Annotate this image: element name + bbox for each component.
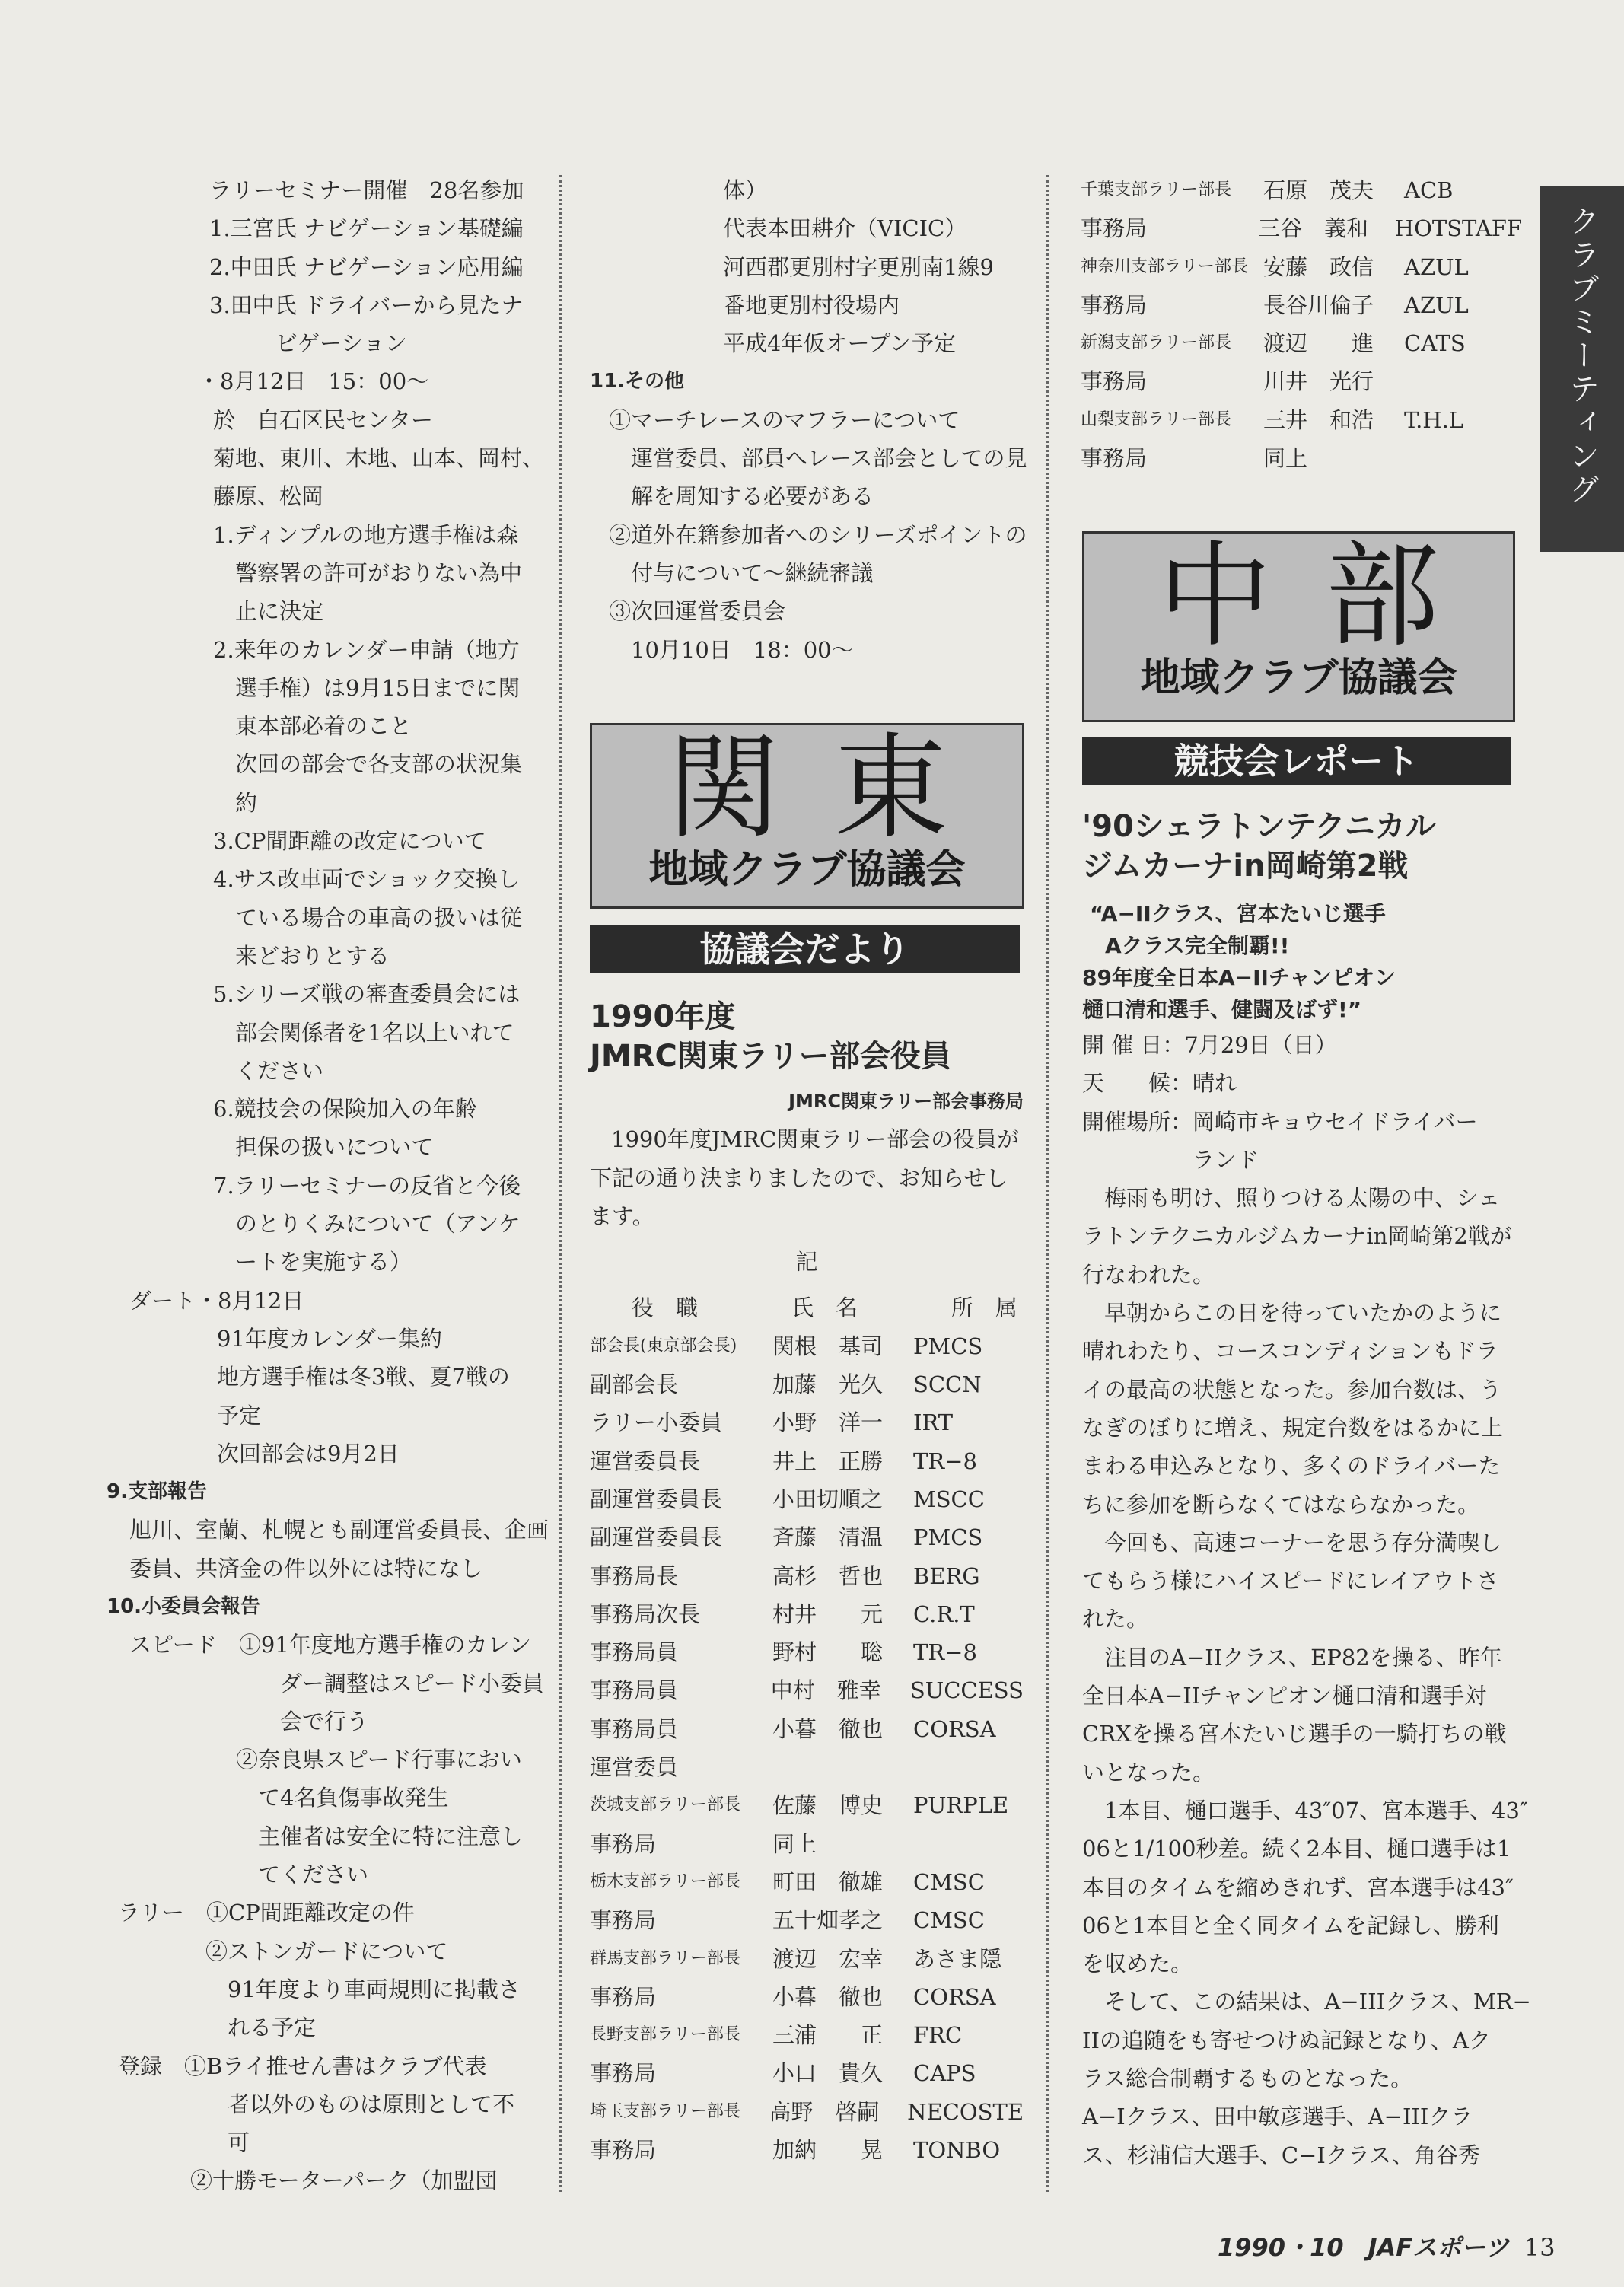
- article-title: 1990年度: [590, 999, 736, 1034]
- table-cell: 山梨支部ラリー部長: [1081, 409, 1232, 429]
- text-line: ②十勝モーターパーク（加盟団: [190, 2168, 498, 2194]
- table-row: [590, 1671, 1024, 1709]
- text-line: ダート・8月12日: [129, 1287, 304, 1314]
- table-row: [1081, 401, 1522, 439]
- table-cell: 村井 元: [772, 1601, 884, 1627]
- article-title: '90シェラトンテクニカル: [1082, 809, 1436, 844]
- table-cell: NECOSTE: [907, 2098, 1024, 2125]
- table-cell: 町田 徹雄: [772, 1868, 884, 1895]
- table-cell: 加藤 光久: [772, 1371, 884, 1398]
- table-cell: 野村 聡: [772, 1639, 884, 1666]
- text-line: ください: [213, 1057, 324, 1084]
- table-cell: 佐藤 博史: [772, 1792, 884, 1819]
- table-cell: 事務局: [1081, 368, 1148, 395]
- text-line: 番地更別村役場内: [723, 291, 900, 318]
- page-footer: [1218, 2228, 1556, 2263]
- table-cell: 神奈川支部ラリー部長: [1081, 256, 1249, 276]
- text-line: 1.三宮氏 ナビゲーション基礎編: [209, 215, 524, 242]
- table-cell: 三浦 正: [772, 2022, 884, 2049]
- table-cell: T.H.L: [1404, 406, 1464, 433]
- text-line: ビゲーション: [209, 330, 407, 357]
- table-cell: AZUL: [1404, 291, 1469, 318]
- table-cell: 事務局員: [590, 1639, 679, 1666]
- table-row: [590, 1901, 1024, 1939]
- table-cell: 事務局長: [590, 1562, 679, 1589]
- text-line: 会で行う: [236, 1708, 369, 1734]
- text-line: 06と1本目と全く同タイムを記録し、勝利: [1082, 1912, 1499, 1938]
- text-line: 06と1/100秒差。続く2本目、樋口選手は1: [1082, 1836, 1511, 1862]
- text-line: 1.ディンプルの地方選手権は森: [213, 521, 519, 548]
- text-line: 可: [205, 2129, 250, 2156]
- header-cell: 所 属: [951, 1295, 1018, 1321]
- text-line: ス、杉浦信大選手、C−Iクラス、角谷秀: [1082, 2142, 1480, 2168]
- table-cell: 同上: [1263, 445, 1308, 472]
- table-row: [1081, 439, 1522, 477]
- table-cell: CMSC: [913, 1907, 985, 1934]
- table-cell: 渡辺 宏幸: [772, 1945, 884, 1972]
- officers-table-cont: [1081, 171, 1522, 477]
- table-cell: 渡辺 進: [1263, 330, 1374, 357]
- table-cell: PURPLE: [913, 1792, 1009, 1819]
- table-row: [1081, 248, 1522, 286]
- banner-subtitle: 地域クラブ協議会: [648, 847, 966, 893]
- header-cell: 役 職: [632, 1295, 699, 1321]
- table-cell: 事務局: [590, 1907, 657, 1934]
- text-line: 本目のタイムを縮めきれず、宮本選手は43″: [1082, 1874, 1514, 1900]
- table-cell: PMCS: [913, 1524, 983, 1551]
- text-line: 梅雨も明け、照りつける太陽の中、シェ: [1082, 1185, 1501, 1212]
- text-line: 担保の扱いについて: [213, 1134, 434, 1161]
- text-line: 部会関係者を1名以上いれて: [213, 1019, 514, 1046]
- text-line: 付与について〜継続審議: [609, 559, 874, 586]
- text-line: ①マーチレースのマフラーについて: [609, 406, 960, 433]
- table-cell: 事務局: [1081, 291, 1148, 318]
- table-cell: 中村 雅幸: [770, 1677, 881, 1704]
- table-cell: 運営委員長: [590, 1448, 701, 1474]
- text-line: ートを実施する）: [213, 1249, 412, 1276]
- table-cell: 副運営委員長: [590, 1486, 723, 1512]
- table-cell: 事務局: [590, 1983, 657, 2010]
- text-line: 91年度より車両規則に掲載さ: [205, 1976, 521, 2002]
- text-line: ②奈良県スピード行事におい: [236, 1747, 522, 1773]
- table-cell: TONBO: [913, 2137, 1001, 2164]
- table-cell: 群馬支部ラリー部長: [590, 1948, 741, 1968]
- table-row: [1081, 171, 1522, 209]
- text-line: そして、この結果は、A−IIIクラス、MR−: [1082, 1989, 1531, 2015]
- table-row: [590, 1786, 1024, 1824]
- text-line: 7.ラリーセミナーの反省と今後: [213, 1172, 521, 1199]
- table-row: [590, 1940, 1024, 1978]
- table-cell: 五十畑孝之: [772, 1907, 884, 1934]
- lead-line: 樋口清和選手、健闘及ばず!”: [1082, 997, 1362, 1022]
- text-line: 2.中田氏 ナビゲーション応用編: [209, 253, 524, 280]
- text-line: ている場合の車高の扱いは従: [213, 904, 523, 931]
- kanto-banner: [590, 723, 1024, 909]
- table-row: [590, 1748, 1024, 1786]
- table-cell: CMSC: [913, 1868, 985, 1895]
- column-divider: [559, 175, 562, 2192]
- table-row: [590, 1480, 1024, 1518]
- table-cell: HOTSTAFF: [1394, 215, 1522, 242]
- text-line: れた。: [1082, 1606, 1149, 1632]
- table-row: [590, 2054, 1024, 2092]
- table-cell: ACB: [1404, 177, 1454, 203]
- table-cell: [913, 1748, 1024, 1786]
- text-line: 次回部会は9月2日: [217, 1440, 400, 1467]
- table-cell: IRT: [913, 1409, 954, 1436]
- text-line: ラス総合制覇するものとなった。: [1082, 2066, 1413, 2092]
- table-row: [590, 1403, 1024, 1441]
- article-body: [1082, 1179, 1531, 2174]
- table-cell: [1404, 439, 1522, 477]
- table-cell: 事務局: [590, 2060, 657, 2087]
- text-line: 行なわれた。: [1082, 1261, 1215, 1288]
- text-line: れる予定: [205, 2015, 317, 2041]
- kanto-section-bar: 協議会だより: [590, 925, 1020, 973]
- table-cell: SCCN: [913, 1371, 982, 1398]
- text-line: 平成4年仮オープン予定: [723, 330, 956, 357]
- article-kanto: [590, 997, 1024, 2169]
- text-line: IIの追随をも寄せつけぬ記録となり、Aク: [1082, 2027, 1491, 2053]
- table-cell: 小暮 徹也: [772, 1983, 884, 2010]
- text-line: 解を周知する必要がある: [609, 483, 874, 510]
- text-line: 藤原、松岡: [213, 483, 324, 510]
- text-line: て4名負傷事故発生: [236, 1785, 449, 1811]
- text-line: 者以外のものは原則として不: [205, 2091, 515, 2117]
- text-line: 3.田中氏 ドライバーから見たナ: [209, 291, 524, 318]
- table-cell: 川井 光行: [1263, 368, 1374, 395]
- table-cell: FRC: [913, 2022, 963, 2049]
- table-cell: CATS: [1404, 330, 1466, 357]
- text-line: 晴れわたり、コースコンディションもドラ: [1082, 1338, 1498, 1365]
- text-line: CRXを操る宮本たいじ選手の一騎打ちの戦: [1082, 1721, 1507, 1747]
- table-cell: CORSA: [913, 1983, 996, 2010]
- table-row: [590, 1978, 1024, 2016]
- text-line: 5.シリーズ戦の審査委員会には: [213, 981, 521, 1008]
- table-row: [590, 1710, 1024, 1748]
- table-row: [1081, 324, 1522, 362]
- text-line: 注目のA−IIクラス、EP82を操る、昨年: [1082, 1644, 1502, 1671]
- text-line: 河西郡更別村字更別南1線9: [723, 253, 994, 280]
- table-cell: 関根 基司: [772, 1333, 884, 1359]
- text-line: ラリー ①CP間距離改定の件: [118, 1900, 415, 1926]
- byline: JMRC関東ラリー部会事務局: [788, 1091, 1024, 1112]
- text-line: ②ストンガードについて: [205, 1938, 448, 1964]
- table-row: [590, 1365, 1024, 1403]
- table-cell: 安藤 政信: [1263, 253, 1374, 280]
- text-line: 91年度カレンダー集約: [217, 1325, 443, 1352]
- text-line: 1本目、樋口選手、43″07、宮本選手、43″: [1082, 1797, 1528, 1824]
- text-line: のとりくみについて（アンケ: [213, 1211, 521, 1237]
- text-line: 代表本田耕介（VICIC）: [723, 215, 967, 242]
- table-cell: 事務局: [1081, 215, 1148, 242]
- section-heading: 10.小委員会報告: [107, 1594, 261, 1618]
- table-cell: 高杉 哲也: [772, 1562, 884, 1589]
- table-cell: 高野 啓嗣: [769, 2098, 880, 2125]
- text-line: 2.来年のカレンダー申請（地方: [213, 636, 520, 663]
- text-line: 4.サス改車両でショック交換し: [213, 866, 520, 893]
- table-cell: 副部会長: [590, 1371, 679, 1398]
- table-cell: 茨城支部ラリー部長: [590, 1795, 741, 1815]
- table-cell: 同上: [772, 1830, 817, 1857]
- text-line: ちに参加を断らなくてはならなかった。: [1082, 1491, 1480, 1518]
- table-cell: BERG: [913, 1562, 980, 1589]
- table-cell: SUCCESS: [909, 1677, 1024, 1704]
- text-line: ③次回運営委員会: [609, 598, 786, 625]
- table-cell: 事務局員: [590, 1715, 679, 1742]
- text-line: 主催者は安全に特に注意し: [236, 1823, 524, 1849]
- table-row: [590, 1863, 1024, 1901]
- table-row: [590, 2016, 1024, 2054]
- text-line: 警察署の許可がおりない為中: [213, 559, 523, 586]
- column-2: [586, 171, 1027, 669]
- lead-line: 89年度全日本A−IIチャンピオン: [1082, 965, 1396, 990]
- table-cell: 事務局次長: [590, 1601, 701, 1627]
- table-cell: 事務局員: [590, 1677, 679, 1704]
- text-line: 1990年度JMRC関東ラリー部会の役員が: [611, 1126, 1020, 1153]
- table-cell: 千葉支部ラリー部長: [1081, 180, 1232, 199]
- text-line: 体）: [723, 177, 768, 203]
- table-cell: 斉藤 清温: [772, 1524, 884, 1551]
- table-cell: 新潟支部ラリー部長: [1081, 333, 1232, 353]
- table-cell: CAPS: [913, 2060, 976, 2087]
- officers-table: [590, 1327, 1024, 2170]
- table-row: [1081, 362, 1522, 400]
- table-cell: TR−8: [913, 1639, 977, 1666]
- banner-title: 中部: [1157, 530, 1493, 663]
- table-row: [590, 1518, 1024, 1556]
- text-line: 来どおりとする: [213, 942, 390, 969]
- text-line: を収めた。: [1082, 1951, 1193, 1977]
- section-tab: クラブミーティング: [1540, 186, 1624, 552]
- text-line: 運営委員、部員へレース部会としての見: [609, 445, 1027, 472]
- table-cell: 部会長(東京部会長): [590, 1336, 737, 1355]
- table-row: [1081, 209, 1522, 247]
- chubu-section-bar: 競技会レポート: [1082, 737, 1511, 785]
- table-cell: C.R.T: [913, 1601, 975, 1627]
- article-title: ジムカーナin岡崎第2戦: [1082, 849, 1409, 884]
- text-line: てください: [236, 1862, 369, 1888]
- table-cell: 事務局: [590, 2137, 657, 2164]
- text-line: A−Iクラス、田中敏彦選手、A−IIIクラ: [1082, 2104, 1473, 2130]
- table-cell: 長野支部ラリー部長: [590, 2025, 741, 2045]
- text-line: スピード ①91年度地方選手権のカレン: [129, 1632, 532, 1658]
- text-line: 全日本A−IIチャンピオン樋口清和選手対: [1082, 1683, 1487, 1709]
- chubu-banner: [1082, 531, 1515, 722]
- table-cell: 埼玉支部ラリー部長: [590, 2101, 741, 2121]
- table-row: [590, 1442, 1024, 1480]
- text-line: 於 白石区民センター: [213, 406, 433, 433]
- table-cell: 事務局: [590, 1830, 657, 1857]
- table-cell: 小暮 徹也: [772, 1715, 884, 1742]
- table-cell: 井上 正勝: [772, 1448, 884, 1474]
- text-line: 予定: [217, 1402, 262, 1429]
- header-cell: 氏 名: [791, 1295, 858, 1321]
- table-row: [590, 1595, 1024, 1633]
- table-cell: あさま隠: [913, 1945, 1002, 1972]
- table-cell: 事務局: [1081, 445, 1148, 472]
- info-line: 開 催 日：7月29日（日）: [1082, 1032, 1337, 1058]
- table-cell: TR−8: [913, 1448, 977, 1474]
- table-row: [590, 1327, 1024, 1365]
- text-line: ラリーセミナー開催 28名参加: [209, 177, 524, 203]
- article-title: JMRC関東ラリー部会役員: [590, 1039, 951, 1074]
- text-line: ・8月12日 15：00〜: [198, 368, 429, 395]
- table-row: [590, 2131, 1024, 2169]
- table-cell: PMCS: [913, 1333, 983, 1359]
- column-1: [107, 171, 548, 2200]
- table-row: [590, 1557, 1024, 1595]
- text-line: 今回も、高速コーナーを思う存分満喫し: [1082, 1529, 1502, 1556]
- text-line: 地方選手権は冬3戦、夏7戦の: [217, 1364, 510, 1390]
- table-row: [590, 1825, 1024, 1863]
- text-line: 約: [213, 789, 258, 816]
- text-line: 登録 ①Bライ推せん書はクラブ代表: [118, 2053, 487, 2079]
- text-line: 次回の部会で各支部の状況集: [213, 751, 523, 778]
- table-cell: 小口 貴久: [772, 2060, 884, 2087]
- table-row: [590, 1633, 1024, 1671]
- section-heading: 11.その他: [590, 370, 685, 393]
- text-line: イの最高の状態となった。参加台数は、う: [1082, 1376, 1502, 1403]
- text-line: てもらう様にハイスピードにレイアウトさ: [1082, 1568, 1499, 1594]
- info-line: ランド: [1082, 1146, 1259, 1173]
- section-heading: 9.支部報告: [107, 1480, 207, 1504]
- text-line: なぎのぼりに増え、規定台数をはるかに上: [1082, 1414, 1503, 1441]
- table-cell: CORSA: [913, 1715, 996, 1742]
- table-row: [590, 2093, 1024, 2131]
- table-row: [1081, 286, 1522, 324]
- banner-title: 関東: [666, 722, 1001, 855]
- info-line: 開催場所：岡崎市キョウセイドライバー: [1082, 1108, 1478, 1135]
- text-line: 委員、共済金の件以外には特になし: [129, 1555, 483, 1581]
- table-cell: AZUL: [1404, 253, 1469, 280]
- page-number: 13: [1524, 2233, 1556, 2262]
- table-cell: 小田切順之: [772, 1486, 884, 1512]
- table-cell: MSCC: [913, 1486, 985, 1512]
- text-line: 旭川、室蘭、札幌とも副運営委員長、企画: [129, 1517, 549, 1543]
- text-line: 下記の通り決まりましたので、お知らせし: [590, 1164, 1008, 1191]
- table-cell: 加納 晃: [772, 2137, 884, 2164]
- lead-line: Aクラス完全制覇!!: [1105, 933, 1290, 958]
- text-line: 早朝からこの日を待っていたかのように: [1082, 1300, 1502, 1327]
- text-line: 東本部必着のこと: [213, 713, 412, 740]
- column-3: [1081, 171, 1522, 477]
- table-cell: 小野 洋一: [772, 1409, 884, 1436]
- banner-subtitle: 地域クラブ協議会: [1140, 655, 1457, 701]
- text-line: ダー調整はスピード小委員: [236, 1670, 544, 1696]
- table-cell: ラリー小委員: [590, 1409, 723, 1436]
- table-cell: 運営委員: [590, 1754, 679, 1781]
- table-cell: [772, 1748, 913, 1786]
- column-divider: [1046, 175, 1049, 2192]
- table-cell: [913, 1825, 1024, 1863]
- table-cell: 栃木支部ラリー部長: [590, 1871, 741, 1891]
- table-cell: [1404, 362, 1522, 400]
- text-line: まわる申込みとなり、多くのドライバーた: [1082, 1453, 1501, 1480]
- article-chubu: [1082, 807, 1531, 2174]
- info-line: 天 候：晴れ: [1082, 1070, 1237, 1097]
- table-cell: 三谷 義和: [1258, 215, 1369, 242]
- table-cell: 石原 茂夫: [1263, 177, 1374, 203]
- text-line: 6.競技会の保険加入の年齢: [213, 1096, 477, 1123]
- text-line: いとなった。: [1082, 1759, 1215, 1785]
- text-line: ます。: [590, 1202, 654, 1229]
- text-line: ラトンテクニカルジムカーナin岡崎第2戦が: [1082, 1223, 1512, 1250]
- table-cell: 長谷川倫子: [1263, 291, 1374, 318]
- table-header: [590, 1288, 1024, 1327]
- issue-label: 1990・10 JAFスポーツ: [1218, 2233, 1509, 2262]
- text-line: 記: [795, 1249, 818, 1276]
- text-line: ②道外在籍参加者へのシリーズポイントの: [609, 521, 1027, 548]
- text-line: 3.CP間距離の改定について: [213, 828, 486, 855]
- lead-line: “A−IIクラス、宮本たいじ選手: [1090, 901, 1386, 926]
- table-cell: 三井 和浩: [1263, 406, 1374, 433]
- text-line: 10月10日 18：00〜: [609, 636, 854, 663]
- table-cell: 副運営委員長: [590, 1524, 723, 1551]
- text-line: 菊地、東川、木地、山本、岡村、: [213, 445, 545, 472]
- text-line: 選手権）は9月15日までに関: [213, 674, 521, 701]
- text-line: 止に決定: [213, 598, 324, 625]
